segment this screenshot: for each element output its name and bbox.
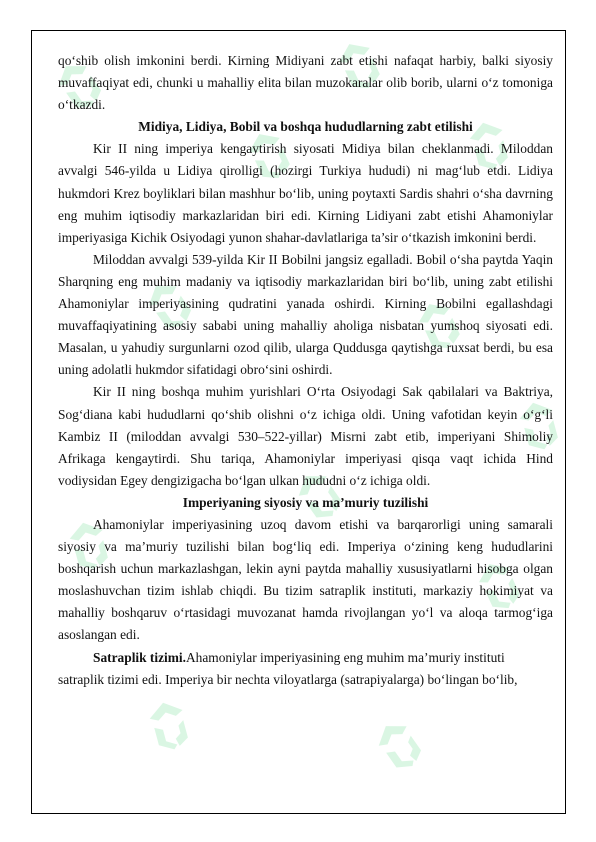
section-heading-administration: Imperiyaning siyosiy va ma’muriy tuzilishi <box>182 494 429 510</box>
section-heading-conquests: Midiya, Lidiya, Bobil va boshqa hududlarning zabt etilishi <box>138 119 473 135</box>
document-body <box>58 50 553 691</box>
paragraph-satrapy <box>58 647 553 669</box>
paragraph-satrapy-continued: satraplik tizimi edi. Imperiya bir nechta viloyatlarga (satrapiyalarga) bo‘lingan bo‘lib, <box>58 671 518 687</box>
paragraph-central-asia: Kir II ning boshqa muhim yurishlari O‘rta Osiyodagi Sak qabilalari va Baktriya, Sog‘diana kabi hududlarni qo‘shib olishni o‘z ichiga oldi. Uning vafotidan keyin o‘g‘li Kambiz II (miloddan avvalgi 530–522-yillar) Misrni zabt etib, imperiyani Shimoliy Afrikaga kengaytirdi. Shu tariqa, Ahamoniylar imperiyasi qisqa vaqt ichida Hind vodiysidan Egey dengizigacha bo‘lgan ulkan hududni o‘z ichiga oldi. <box>58 384 553 488</box>
paragraph-babylon: Miloddan avvalgi 539-yilda Kir II Bobilni jangsiz egalladi. Bobil o‘sha paytda Yaqin Sharqning eng muhim madaniy va iqtisodiy markazlaridan biri bo‘lib, uning zabt etilishi Ahamoniylar imperiyasining qudratini yanada oshirdi. Kirning Bobilni egallashdagi muvaffaqiyatining asosiy sababi uning mahalliy aholiga nisbatan yumshoq siyosati edi. Masalan, u yahudiy surgunlarni ozod qilib, ularga Quddusga qaytishga ruxsat berdi, bu esa uning adolatli hukmdor sifatidagi obro‘sini oshirdi. <box>58 251 553 378</box>
paragraph-administration: Ahamoniylar imperiyasining uzoq davom etishi va barqarorligi uning samarali siyosiy va ma’muriy tuzilishi bilan bog‘liq edi. Imperiya o‘zining keng hududlarini boshqarish uchun markazlashgan, lekin ayni paytda mahalliy xususiyatlarni hisobga olgan moslashuvchan tizim ishlab chiqdi. Bu tizim satraplik instituti, markaziy hokimiyat va mahalliy boshqaruv o‘rtasidagi muvozanat hamda rivojlangan yo‘l va aloqa tarmog‘iga asoslangan edi. <box>58 516 553 643</box>
satrapy-line-1: Ahamoniylar imperiyasining eng muhim ma’muriy instituti <box>186 649 505 665</box>
paragraph-lydia: Kir II ning imperiya kengaytirish siyosati Midiya bilan cheklanmadi. Miloddan avvalgi 546-yilda u Lidiya qirolligi (hozirgi Turkiya hududi) ni mag‘lub etdi. Lidiya hukmdori Krez boyliklari bilan mashhur bo‘lib, uning poytaxti Sardis shahri o‘sha davrning eng muhim iqtisodiy markazlaridan biri edi. Kirning Lidiyani zabt etishi Ahamoniylar imperiyasiga Kichik Osiyodagi yunon shahar-davlatlariga ta’sir o‘tkazish imkonini berdi. <box>58 141 553 245</box>
satrapy-lead-term: Satraplik tizimi. <box>93 649 186 665</box>
paragraph-intro: qo‘shib olish imkonini berdi. Kirning Midiyani zabt etishi nafaqat harbiy, balki siyosiy muvaffaqiyat edi, chunki u mahalliy elita bilan muzokaralar olib borib, ularni o‘z tomoniga o‘tkazdi. <box>58 53 553 113</box>
